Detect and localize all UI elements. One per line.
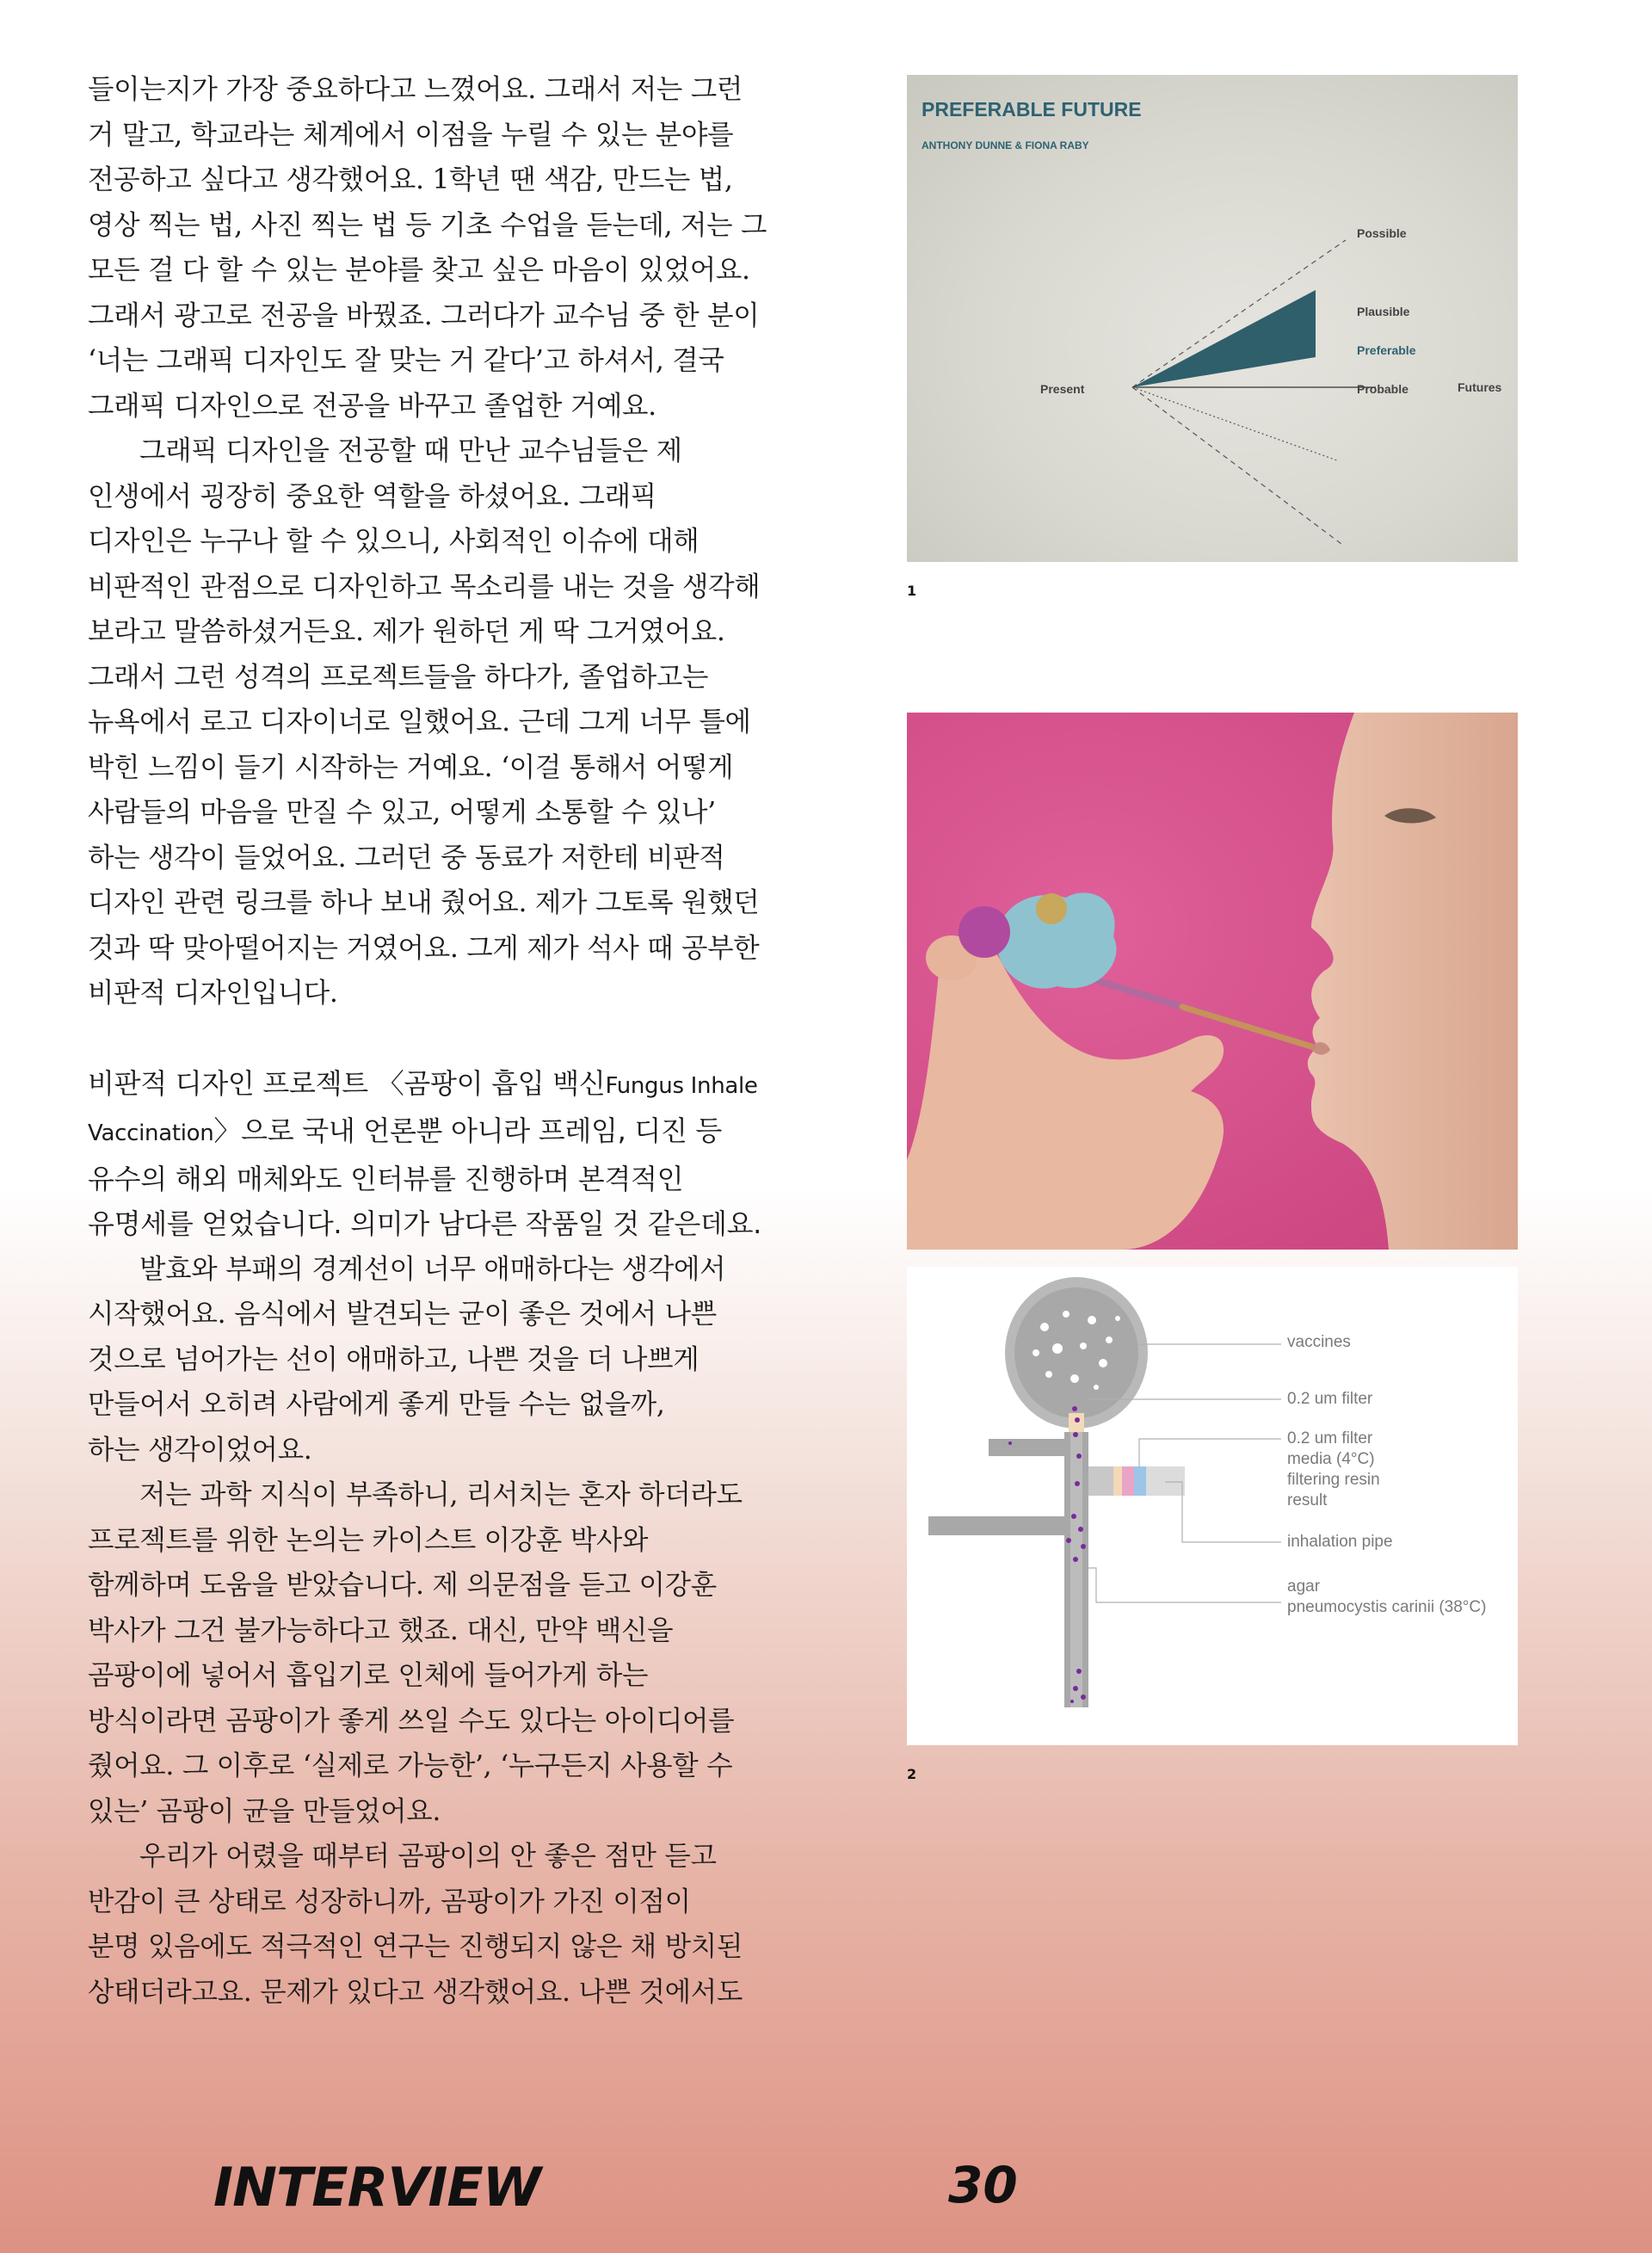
article-body: [88, 67, 793, 2015]
label-filter-1: 0.2 um filter: [1287, 1390, 1373, 1408]
question-en-1: Fungus Inhale: [605, 1072, 758, 1099]
filter-branch-end: [1146, 1466, 1185, 1496]
figure-number-2: 2: [907, 1766, 917, 1782]
paragraph-3: 발효와 부패의 경계선이 너무 애매하다는 생각에서 시작했어요. 음식에서 발견되는 균이 좋은 것에서 나쁜 것으로 넘어가는 선이 애매하고, 나쁜 것을 더 나쁘게 만들어서 오히려 사람에게 좋게 만들 수는 없을까, 하는 생각이었어요.: [88, 1253, 726, 1466]
question-text-3: 유수의 해외 매체와도 인터뷰를 진행하며 본격적인: [88, 1162, 684, 1195]
label-agar: agar: [1287, 1577, 1321, 1596]
label-plausible: Plausible: [1357, 305, 1410, 318]
label-futures: Futures: [1458, 380, 1502, 394]
filter-1: [1069, 1413, 1084, 1432]
figure-number-1: 1: [907, 583, 917, 599]
label-inhalation-pipe: inhalation pipe: [1287, 1533, 1393, 1551]
question-text-4: 유명세를 얻었습니다. 의미가 남다른 작품일 것 같은데요.: [88, 1207, 762, 1240]
figure-inhaler-diagram: [907, 1267, 1518, 1745]
paragraph-2: 그래픽 디자인을 전공할 때 만난 교수님들은 제 인생에서 굉장히 중요한 역할을 하셨어요. 그래픽 디자인은 누구나 할 수 있으니, 사회적인 이슈에 대해 비판적인 관점으로 디자인하고 목소리를 내는 것을 생각해 보라고 말씀하셨거든요. 제가 원하던 게 딱 그거였어요. 그래서 그런 성격의 프로젝트들을 하다가, 졸업하고는 뉴욕에서 로고 디자이너로 일했어요. 근데 그게 너무 틀에 박힌 느낌이 들기 시작하는 거예요. ‘이걸 통해서 어떻게 사람들의 마음을 만질 수 있고, 어떻게 소통할 수 있나’ 하는 생각이 들었어요. 그러던 중 동료가 저한테 비판적 디자인 관련 링크를 하나 보내 줬어요. 제가 그토록 원했던 것과 딱 맞아떨어지는 거였어요. 그게 제가 석사 때 공부한 비판적 디자인입니다.: [88, 435, 761, 1009]
label-present: Present: [1040, 382, 1085, 396]
question-text-2: 〉으로 국내 언론뿐 아니라 프레임, 디진 등: [213, 1114, 723, 1147]
result: [1134, 1466, 1146, 1496]
inhaler-schematic: [907, 1267, 1518, 1745]
label-possible: Possible: [1357, 226, 1407, 240]
stem-inner: [1070, 1432, 1082, 1707]
label-vaccines: vaccines: [1287, 1333, 1351, 1351]
preferable-wedge: [1132, 290, 1316, 387]
plausible-lower-line: [1132, 387, 1337, 460]
fungus-purple: [959, 906, 1010, 958]
label-filter-2: 0.2 um filter: [1287, 1429, 1373, 1447]
label-probable: Probable: [1357, 382, 1409, 396]
possible-lower-line: [1132, 387, 1341, 544]
paragraph-1: 들이는지가 가장 중요하다고 느꼈어요. 그래서 저는 그런 거 말고, 학교라는 체계에서 이점을 누릴 수 있는 분야를 전공하고 싶다고 생각했어요. 1학년 땐 색감, 만드는 법, 영상 찍는 법, 사진 찍는 법 등 기초 수업을 듣는데, 저는 그 모든 걸 다 할 수 있는 분야를 찾고 싶은 마음이 있었어요. 그래서 광고로 전공을 바꿨죠. 그러다가 교수님 중 한 분이 ‘너는 그래픽 디자인도 잘 맞는 거 같다’고 하셔서, 결국 그래픽 디자인으로 전공을 바꾸고 졸업한 거예요.: [88, 74, 767, 422]
upper-branch: [989, 1439, 1064, 1456]
label-resin: filtering resin: [1287, 1471, 1380, 1489]
interview-question: [88, 1061, 793, 1247]
label-preferable: Preferable: [1357, 343, 1416, 357]
photo-fungus-inhaler: [907, 713, 1518, 1250]
page-number: 30: [948, 2156, 1018, 2214]
figure-title: PREFERABLE FUTURE: [922, 98, 1142, 120]
filter-media: [1113, 1466, 1122, 1496]
figure-preferable-future: [907, 75, 1518, 562]
inhalation-pipe-branch: [928, 1516, 1064, 1535]
photo-illustration: [907, 713, 1518, 1250]
fungus-moss: [1036, 893, 1067, 924]
filtering-resin: [1122, 1466, 1134, 1496]
figure-authors: ANTHONY DUNNE & FIONA RABY: [922, 139, 1089, 151]
question-en-2: Vaccination: [88, 1120, 214, 1146]
paragraph-5: 우리가 어렸을 때부터 곰팡이의 안 좋은 점만 듣고 반감이 큰 상태로 성장하니까, 곰팡이가 가진 이점이 분명 있음에도 적극적인 연구는 진행되지 않은 채 방치된 상태더라고요. 문제가 있다고 생각했어요. 나쁜 것에서도: [88, 1841, 743, 2008]
label-result: result: [1287, 1491, 1328, 1509]
label-pneumocystis: pneumocystis carinii (38°C): [1287, 1598, 1487, 1616]
futures-cone-diagram: [907, 75, 1518, 562]
question-text-1: 비판적 디자인 프로젝트 〈곰팡이 흡입 백신: [88, 1066, 606, 1100]
label-media: media (4°C): [1287, 1450, 1375, 1468]
section-title: INTERVIEW: [213, 2156, 541, 2219]
paragraph-4: 저는 과학 지식이 부족하니, 리서치는 혼자 하더라도 프로젝트를 위한 논의는 카이스트 이강훈 박사와 함께하며 도움을 받았습니다. 제 의문점을 듣고 이강훈 박사가 그건 불가능하다고 했죠. 대신, 만약 백신을 곰팡이에 넣어서 흡입기로 인체에 들어가게 하는 방식이라면 곰팡이가 좋게 쓰일 수도 있다는 아이디어를 줬어요. 그 이후로 ‘실제로 가능한’, ‘누구든지 사용할 수 있는’ 곰팡이 균을 만들었어요.: [88, 1479, 743, 1827]
